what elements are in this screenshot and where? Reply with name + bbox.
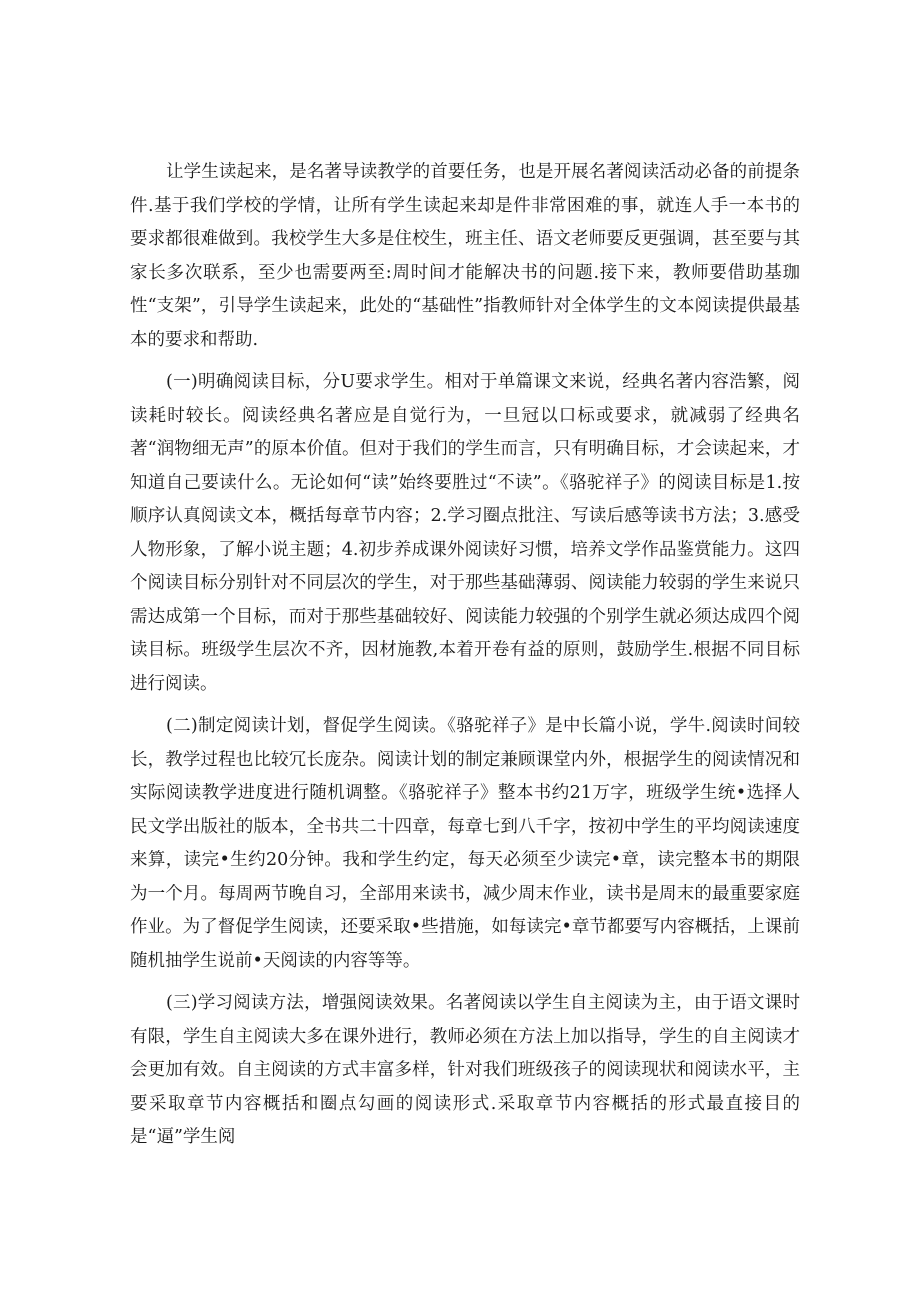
paragraph-section-3: (三)学习阅读方法，增强阅读效果。名著阅读以学生自主阅读为主，由于语文课时有限，学生自主阅读大多在课外进行，教师必须在方法上加以指导，学生的自主阅读才会更加有效。自主阅读的方式丰富多样，针对我们班级孩子的阅读现状和阅读水平，主要采取章节内容概括和圈点勾画的阅读形式.采取章节内容概括的形式最直接目的是“逼”学生阅 — [130, 993, 800, 1147]
document-body — [130, 156, 800, 1164]
paragraph-section-1: (一)明确阅读目标，分U要求学生。相对于单篇课文来说，经典名著内容浩繁，阅读耗时较长。阅读经典名著应是自觉行为，一旦冠以口标或要求，就减弱了经典名著“润物细无声”的原本价值。但对于我们的学生而言，只有明确目标，才会读起来，才知道自己要读什么。无论如何“读”始终要胜过“不读”。《骆驼祥子》的阅读目标是1.按顺序认真阅读文本，概括每章节内容；2.学习圈点批注、写读后感等读书方法；3.感受人物形象，了解小说主题；4.初步养成课外阅读好习惯，培养文学作品鉴赏能力。这四个阅读目标分别针对不同层次的学生，对于那些基础薄弱、阅读能力较弱的学生来说只需达成第一个目标，而对于那些基础较好、阅读能力较强的个别学生就必须达成四个阅读目标。班级学生层次不齐，因材施教,本着开卷有益的原则，鼓励学生.根据不同目标进行阅读。 — [130, 372, 800, 694]
paragraph-section-2: (二)制定阅读计划，督促学生阅读。《骆驼祥子》是中长篇小说，学牛.阅读时间较长，教学过程也比较冗长庞杂。阅读计划的制定兼顾课堂内外，根据学生的阅读情况和实际阅读教学进度进行随机调整。《骆驼祥子》整本书约21万字，班级学生统•选择人民文学出版社的版本，全书共二十四章，每章七到八千字，按初中学生的平均阅读速度来算，读完•生约20分钟。我和学生约定，每天必须至少读完•章，读完整本书的期限为一个月。每周两节晚自习，全部用来读书，减少周末作业，读书是周末的最重要家庭作业。为了督促学生阅读，还要采取•些措施，如每读完•章节都要写内容概括，上课前随机抽学生说前•天阅读的内容等等。 — [130, 716, 800, 971]
paragraph-intro: 让学生读起来，是名著导读教学的首要任务，也是开展名著阅读活动必备的前提条件.基于我们学校的学情，让所有学生读起来却是件非常困难的事，就连人手一本书的要求都很难做到。我校学生大多是住校生，班主任、语文老师要反更强调，甚至要与其家长多次联系，至少也需要两至:周时间才能解决书的问题.接下来，教师要借助基珈性“支架”，引导学生读起来，此处的“基础性”指教师针对全体学生的文本阅读提供最基本的要求和帮助. — [130, 162, 800, 350]
